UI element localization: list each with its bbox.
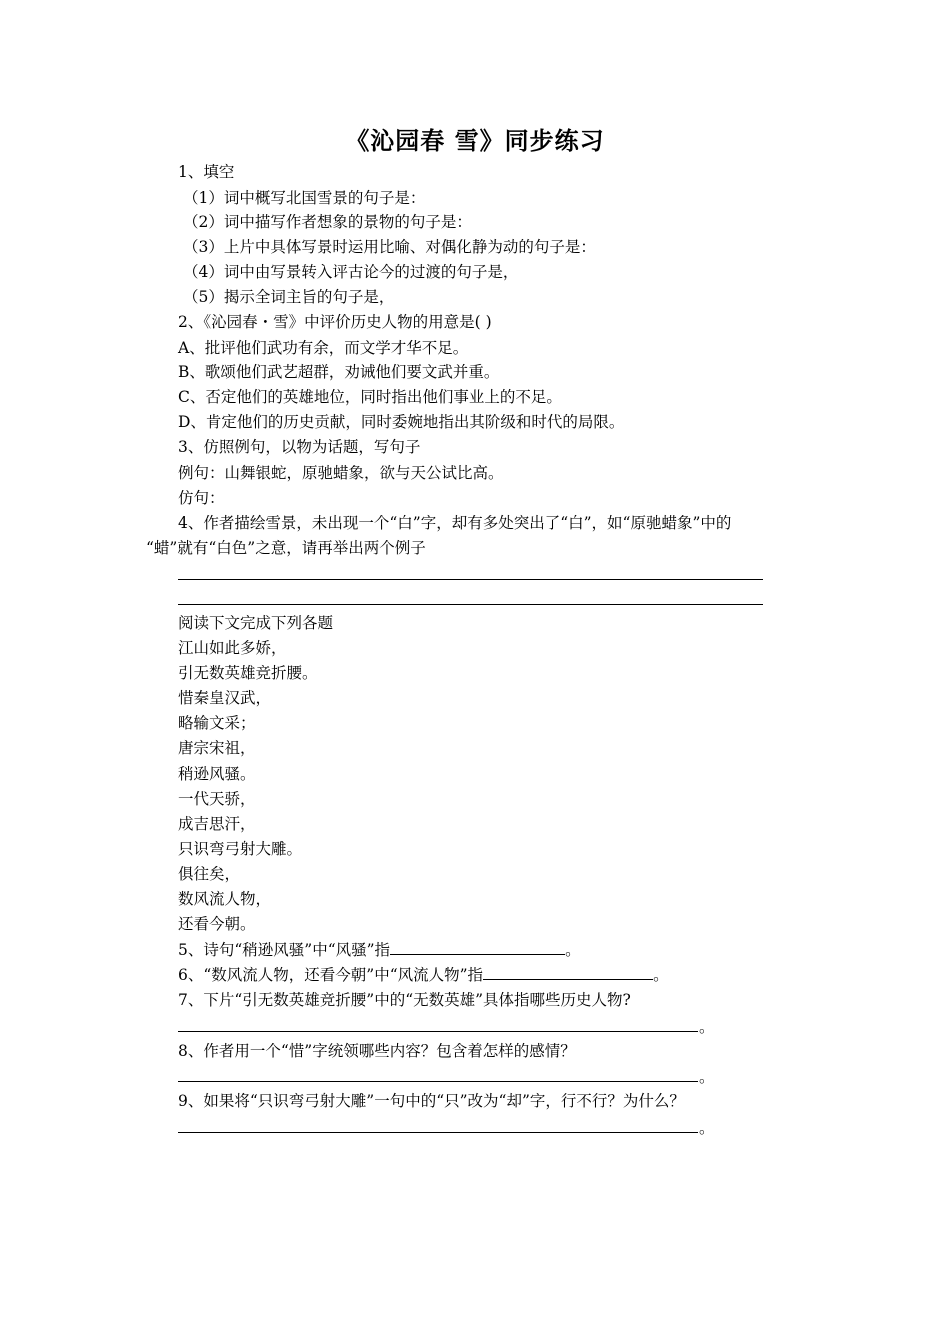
q5-end: 。 bbox=[565, 941, 581, 959]
q4-line-1: 4、作者描绘雪景，未出现一个“白”字，却有多处突出了“白”，如“原驰蜡象”中的 bbox=[178, 514, 732, 532]
poem-line: 俱往矣， bbox=[178, 865, 241, 883]
q7-question: 7、下片“引无数英雄竞折腰”中的“无数英雄”具体指哪些历史人物? bbox=[178, 991, 631, 1009]
poem-line: 唐宗宋祖， bbox=[178, 739, 256, 757]
q4-answer-line-2 bbox=[178, 604, 763, 605]
q2-heading: 2、《沁园春・雪》中评价历史人物的用意是( ) bbox=[178, 313, 492, 331]
q6-question bbox=[178, 965, 669, 985]
q1-item-3: （3）上片中具体写景时运用比喻、对偶化静为动的句子是： bbox=[183, 238, 596, 256]
q5-answer-blank[interactable] bbox=[390, 940, 565, 955]
q5-text: 5、诗句“稍逊风骚”中“风骚”指 bbox=[178, 941, 391, 959]
poem-line: 只识弯弓射大雕。 bbox=[178, 840, 303, 858]
q9-answer-line[interactable] bbox=[178, 1132, 698, 1133]
q2-option-a: A、批评他们武功有余，而文学才华不足。 bbox=[178, 339, 469, 357]
page-title: 《沁园春 雪》同步练习 bbox=[345, 127, 605, 155]
q8-end: 。 bbox=[699, 1068, 715, 1086]
q1-item-1: （1）词中概写北国雪景的句子是： bbox=[183, 189, 426, 207]
poem-line: 数风流人物， bbox=[178, 890, 272, 908]
q6-answer-blank[interactable] bbox=[483, 965, 653, 980]
q2-option-d: D、肯定他们的历史贡献，同时委婉地指出其阶级和时代的局限。 bbox=[178, 413, 625, 431]
q8-question: 8、作者用一个“惜”字统领哪些内容？包含着怎样的感情？ bbox=[178, 1042, 576, 1060]
q9-question: 9、如果将“只识弯弓射大雕”一句中的“只”改为“却”字，行不行？为什么？ bbox=[178, 1092, 685, 1110]
q3-example: 例句：山舞银蛇，原驰蜡象，欲与天公试比高。 bbox=[178, 464, 504, 482]
q4-line-2: “蜡”就有“白色”之意，请再举出两个例子 bbox=[146, 539, 426, 557]
poem-line: 稍逊风骚。 bbox=[178, 765, 256, 783]
q2-option-c: C、否定他们的英雄地位，同时指出他们事业上的不足。 bbox=[178, 388, 562, 406]
q8-answer-line[interactable] bbox=[178, 1081, 698, 1082]
q1-heading: 1、填空 bbox=[178, 163, 235, 181]
q1-item-5: （5）揭示全词主旨的句子是， bbox=[183, 288, 395, 306]
q7-answer-line[interactable] bbox=[178, 1031, 698, 1032]
poem-line: 成吉思汗， bbox=[178, 815, 256, 833]
poem-line: 引无数英雄竞折腰。 bbox=[178, 664, 318, 682]
reading-heading: 阅读下文完成下列各题 bbox=[178, 614, 334, 632]
q1-item-4: （4）词中由写景转入评古论今的过渡的句子是， bbox=[183, 263, 519, 281]
poem-line: 略输文采； bbox=[178, 714, 256, 732]
q2-option-b: B、歌颂他们武艺超群，劝诫他们要文武并重。 bbox=[178, 363, 500, 381]
poem-line: 一代天骄， bbox=[178, 790, 256, 808]
poem-line: 还看今朝。 bbox=[178, 915, 256, 933]
q3-imitate: 仿句： bbox=[178, 489, 225, 507]
q9-end: 。 bbox=[699, 1119, 715, 1137]
q3-heading: 3、仿照例句，以物为话题，写句子 bbox=[178, 438, 421, 456]
q5-question bbox=[178, 940, 581, 960]
poem-line: 惜秦皇汉武， bbox=[178, 689, 272, 707]
poem-line: 江山如此多娇， bbox=[178, 639, 287, 657]
q7-end: 。 bbox=[699, 1018, 715, 1036]
q4-answer-line-1 bbox=[178, 579, 763, 580]
q1-item-2: （2）词中描写作者想象的景物的句子是： bbox=[183, 213, 472, 231]
q6-text: 6、“数风流人物，还看今朝”中“风流人物”指 bbox=[178, 966, 484, 984]
q6-end: 。 bbox=[653, 966, 669, 984]
